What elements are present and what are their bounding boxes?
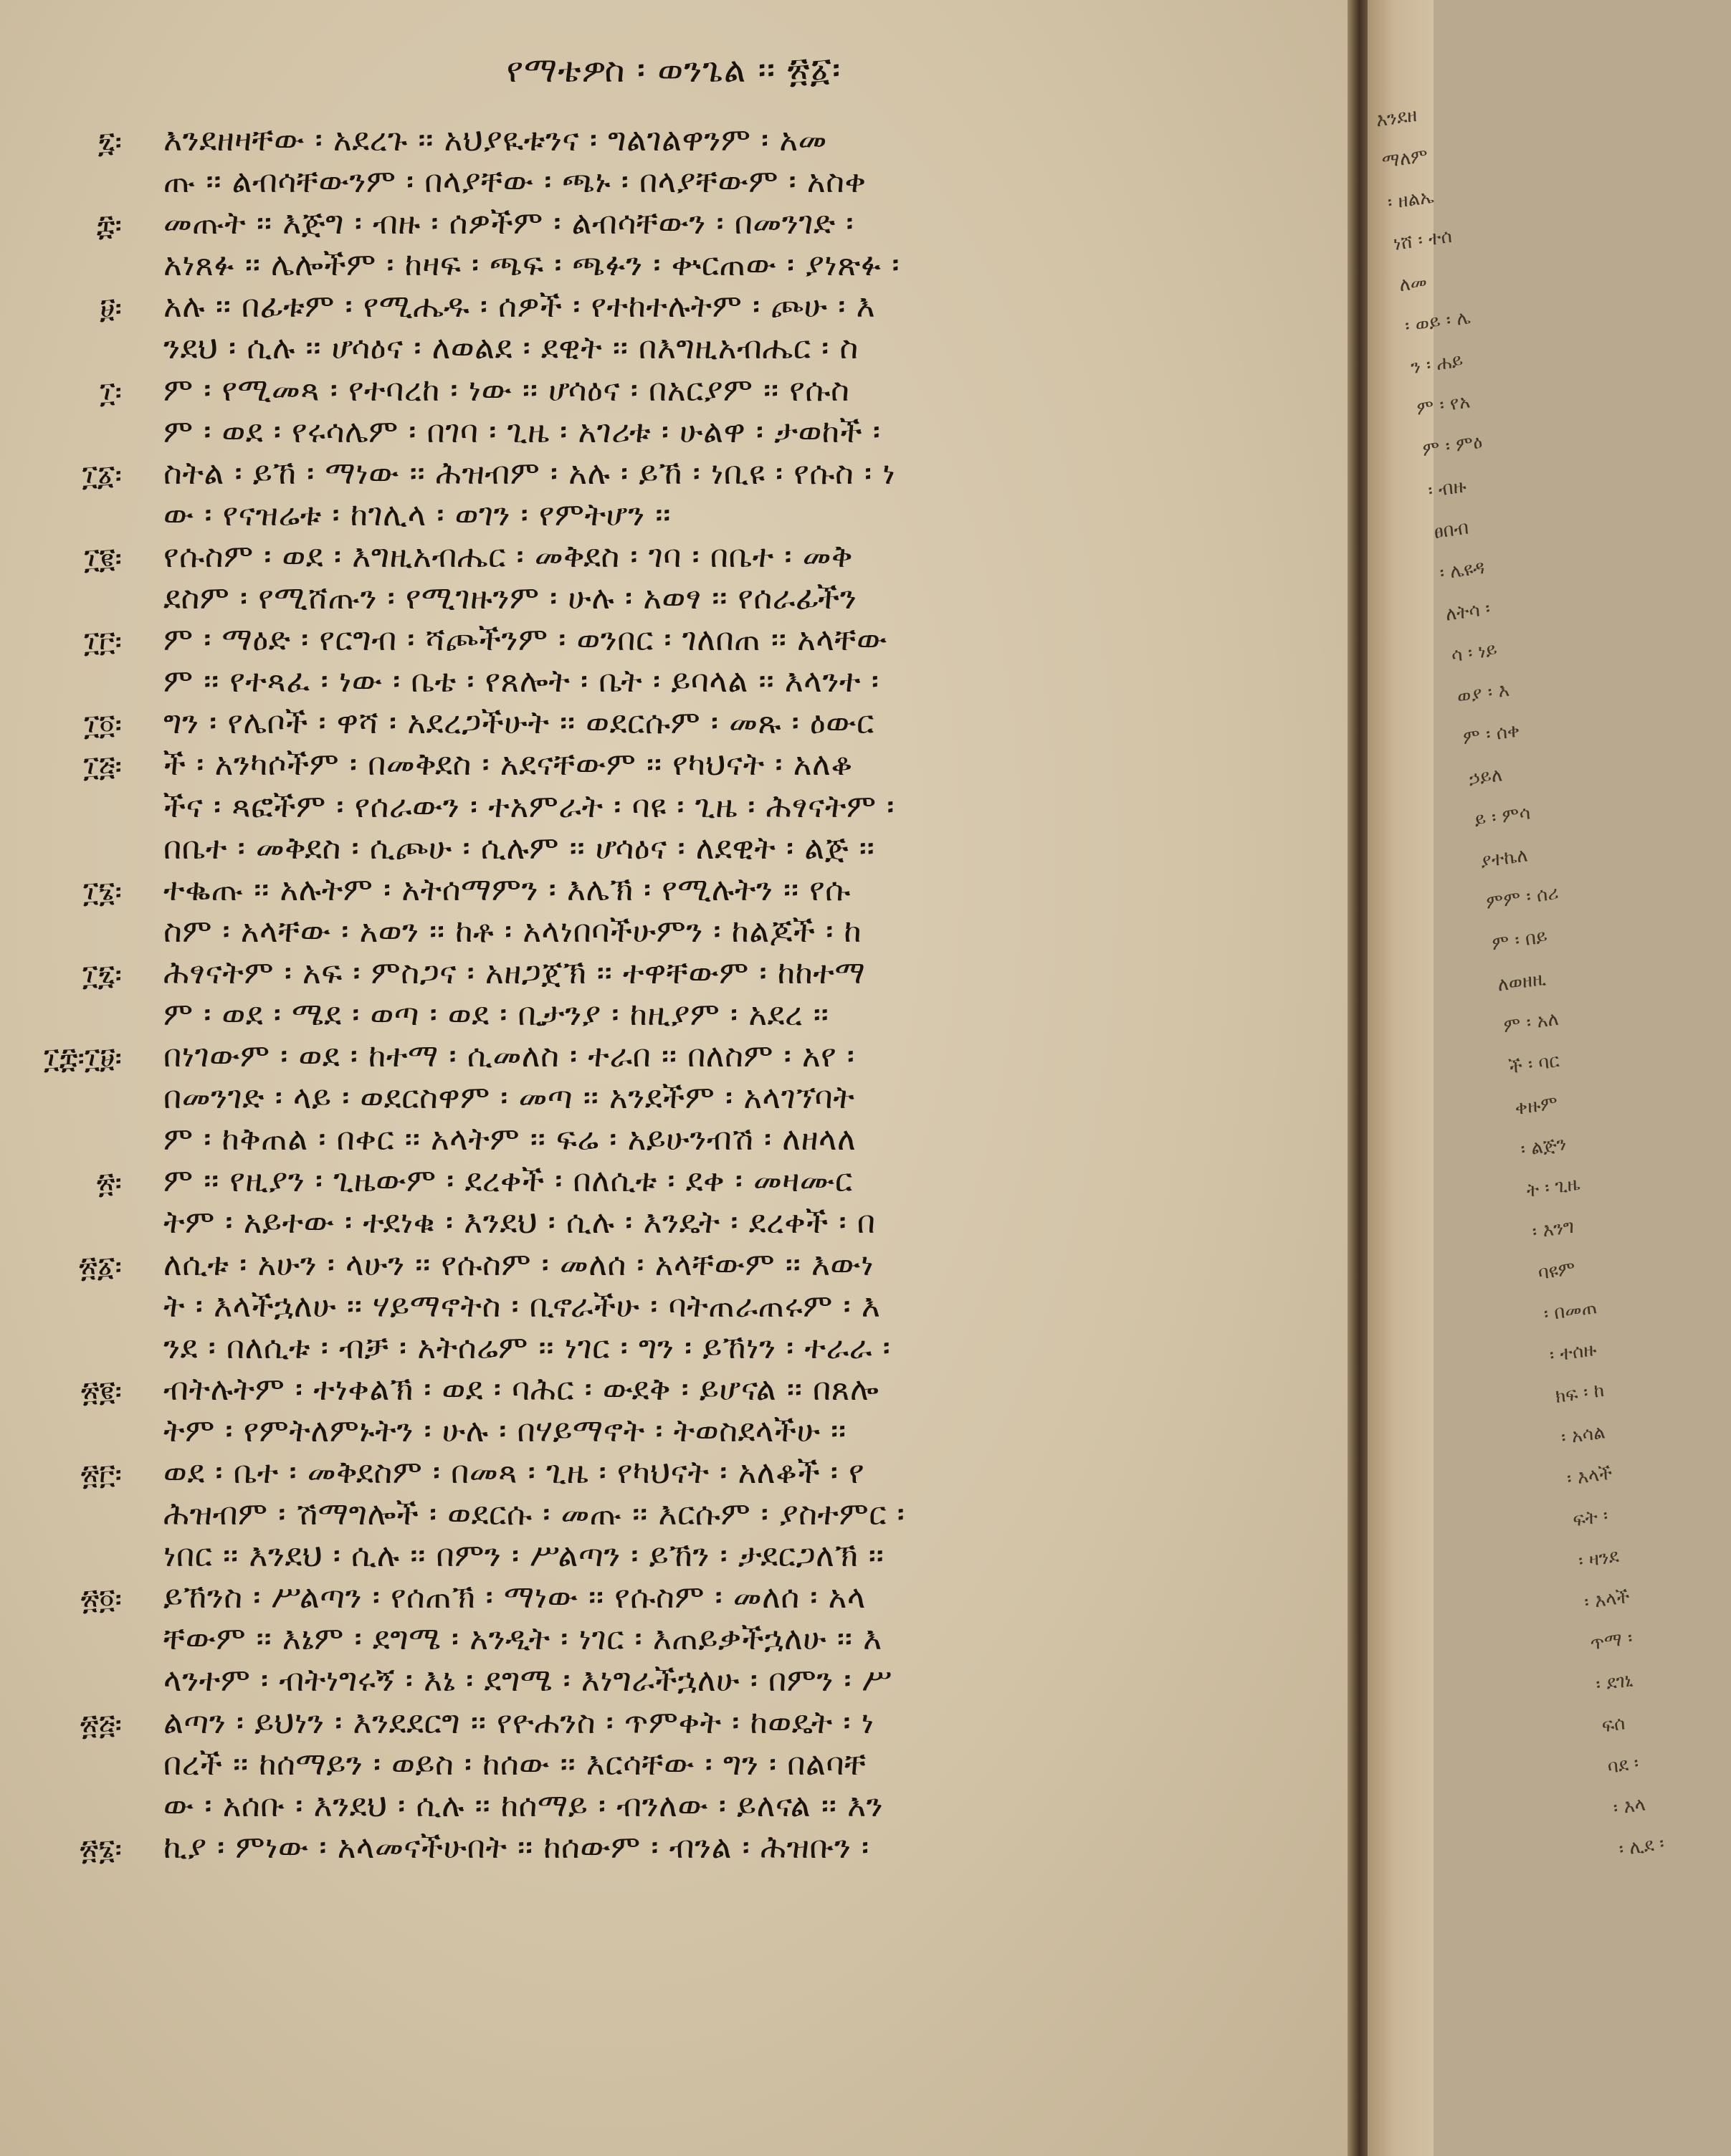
facing-page-fragment: ለመ (1398, 271, 1429, 297)
facing-page-fragment: ነሸ ፡ ተሰ (1392, 225, 1454, 255)
line-text: ም ፡ ከቅጠል ፡ በቀር ፡፡ አላትም ፡፡ ፍሬ ፡ አይሁንብሽ ፡ ለዘላለ (163, 1121, 857, 1158)
text-line (0, 578, 1348, 620)
line-text: ትም ፡ አይተው ፡ ተደነቁ ፡ እንደህ ፡ ሲሉ ፡ እንዴት ፡ ደረቀች ፡ በ (163, 1204, 876, 1241)
facing-page-fragment: ፡ እንግ (1530, 1216, 1575, 1244)
facing-page-fragment: ች ፡ ባር (1507, 1050, 1561, 1079)
page-header: የማቴዎስ ፡ ወንጌል ፡፡ ፳፩፡ (506, 50, 841, 90)
facing-page-fragment: ፡ እላ (1611, 1793, 1647, 1820)
text-line (0, 204, 1348, 245)
text-line (0, 1120, 1348, 1161)
verse-number: ፳፫፡ (80, 1459, 122, 1492)
line-text: ው ፡ አሰቡ ፡ እንደህ ፡ ሲሉ ፡፡ ከሰማይ ፡ ብንለው ፡ ይለናል ፡፡ እን (163, 1787, 884, 1824)
verse-number: ፲፩፡ (82, 459, 122, 492)
facing-page-fragment: ጥማ ፡ (1588, 1627, 1634, 1655)
facing-page-fragment: ባዩም (1536, 1257, 1577, 1284)
text-line (0, 495, 1348, 537)
text-line (0, 1078, 1348, 1120)
verse-number: ፳፭፡ (80, 1708, 122, 1742)
line-text: ም ፡ ወደ ፡ የሩሳሌም ፡ በገባ ፡ ጊዜ ፡ አገሪቱ ፡ ሁልዋ ፡ ታወከች ፡ (163, 413, 881, 450)
facing-page-fragment: ለወዘዚ (1496, 968, 1548, 996)
line-text: ት ፡ እላችኋለሁ ፡፡ ሃይማኖትስ ፡ ቢኖራችሁ ፡ ባትጠራጠሩም ፡ እ (163, 1287, 881, 1325)
facing-page-fragment: እንደዘ (1374, 104, 1418, 132)
line-text: ወደ ፡ ቤተ ፡ መቅደስም ፡ በመጻ ፡ ጊዜ ፡ የካህናት ፡ አለቆች ፡ የ (163, 1454, 865, 1491)
verse-number: ፳፮፡ (80, 1833, 122, 1866)
line-text: ስም ፡ አላቸው ፡ አወን ፡፡ ከቶ ፡ አላነበባችሁምን ፡ ከልጆች ፡ ከ (163, 912, 862, 950)
facing-page-fragment: ፍት ፡ (1571, 1504, 1610, 1532)
facing-page-fragment: ፡ ዘልኤ (1386, 186, 1436, 214)
verse-lines (0, 120, 1348, 1869)
text-line (0, 454, 1348, 495)
facing-page-fragment: ፡ አሳል (1560, 1421, 1607, 1449)
line-text: ላንተም ፡ ብትነግሩኝ ፡ እኔ ፡ ደግሜ ፡ እነግራችኋለሁ ፡ በምን ፡ ሥ (163, 1662, 892, 1699)
line-text: ንደ ፡ በለሲቱ ፡ ብቻ ፡ አትሰሬም ፡፡ ነገር ፡ ግን ፡ ይኸነን ፡ ተራራ ፡ (163, 1329, 891, 1366)
line-text: እንደዘዛቸው ፡ አደረጉ ፡፡ አህያዪቱንና ፡ ግልገልዋንም ፡ አመ (163, 122, 827, 158)
line-text: ግን ፡ የሌቦች ፡ ዋሻ ፡ አደረጋችሁት ፡፡ ወደርሱም ፡ መጹ ፡ ዕውር (163, 705, 874, 742)
line-text: ው ፡ የናዝሬቱ ፡ ከገሊላ ፡ ወገን ፡ የምትሆን ፡፡ (163, 496, 671, 533)
verse-number: ፲፡ (100, 376, 122, 409)
facing-page-fragment: ም ፡ አለ (1502, 1008, 1560, 1038)
text-line (0, 245, 1348, 287)
line-text: ነበር ፡፡ እንደህ ፡ ሲሉ ፡፡ በምን ፡ ሥልጣን ፡ ይኸን ፡ ታደርጋለኽ ፡፡ (163, 1537, 884, 1575)
text-line (0, 1703, 1348, 1745)
text-line (0, 1536, 1348, 1578)
text-line (0, 995, 1348, 1036)
line-text: ለሲቱ ፡ አሁን ፡ ላሁን ፡፡ የሱስም ፡ መለሰ ፡ አላቸውም ፡፡ እውነ (163, 1246, 874, 1283)
verse-number: ፳፡ (96, 1167, 122, 1201)
text-line (0, 1036, 1348, 1078)
facing-page-fragment: ፡ በመጠ (1542, 1297, 1598, 1326)
line-text: ተቈጡ ፡፡ አሉትም ፡ አትሰማምን ፡ እሌኽ ፡ የሚሉትን ፡፡ የሱ (163, 871, 851, 908)
line-text: በመንገድ ፡ ላይ ፡ ወደርስዋም ፡ መጣ ፡፡ አንደችም ፡ አላገኘባት (163, 1079, 855, 1117)
text-line (0, 1745, 1348, 1786)
line-text: ም ፡ ወደ ፡ ሜደ ፡ ወጣ ፡ ወደ ፡ ቢታንያ ፡ ከዚያም ፡ አደረ ፡፡ (163, 996, 829, 1033)
line-text: ይኸንስ ፡ ሥልጣን ፡ የሰጠኽ ፡ ማነው ፡፡ የሱስም ፡ መለሰ ፡ አላ (163, 1579, 866, 1616)
facing-page-fragment: ፡ እላች (1565, 1462, 1614, 1490)
text-line (0, 537, 1348, 578)
facing-page-fragment: ፍሰ (1600, 1712, 1627, 1737)
line-text: አሉ ፡፡ በፊቱም ፡ የሚሔዱ ፡ ሰዎች ፡ የተከተሉትም ፡ ጮሁ ፡ እ (163, 288, 876, 325)
facing-page-fragment: ፡ እላች (1583, 1585, 1631, 1614)
facing-page-fragment: ም ፡ በይ (1490, 925, 1549, 955)
line-text: ችና ፡ ጻፎችም ፡ የሰራውን ፡ ተአምራት ፡ ባዩ ፡ ጊዜ ፡ ሕፃናትም ፡ (163, 788, 895, 825)
text-line (0, 787, 1348, 829)
line-text: ጡ ፡፡ ልብሳቸውንም ፡ በላያቸው ፡ ጫኑ ፡ በላያቸውም ፡ አስቀ (163, 163, 867, 201)
text-line (0, 1786, 1348, 1828)
facing-page-fragment: ም ፡ ሰቀ (1461, 720, 1522, 750)
text-line (0, 1578, 1348, 1619)
text-line (0, 328, 1348, 370)
text-line (0, 287, 1348, 328)
text-line (0, 1161, 1348, 1203)
text-line (0, 1411, 1348, 1453)
facing-page-fragment: ፡ ዛንደ (1577, 1545, 1621, 1573)
verse-number: ፳፪፡ (80, 1375, 122, 1408)
line-text: ቸውም ፡፡ እኔም ፡ ደግሜ ፡ አንዲት ፡ ነገር ፡ እጠይቃችኋለሁ ፡፡ እ (163, 1621, 882, 1658)
text-line (0, 953, 1348, 995)
text-line (0, 120, 1348, 162)
facing-page-fragment: ይ ፡ ምሳ (1473, 802, 1532, 831)
facing-page-fragment: ፡ ሊደ ፡ (1617, 1833, 1666, 1861)
text-line (0, 1203, 1348, 1244)
text-line (0, 620, 1348, 662)
facing-page-fragment: ፡ ሌዩዳ (1438, 556, 1487, 585)
line-text: ም ፡፡ የተጻፈ ፡ ነው ፡ ቤቴ ፡ የጸሎት ፡ ቤት ፡ ይባላል ፡፡ እላንተ ፡ (163, 663, 879, 700)
line-text: የሱስም ፡ ወደ ፡ እግዚአብሔር ፡ መቅደስ ፡ ገባ ፡ በቤተ ፡ መቅ (163, 538, 854, 575)
facing-page-fragment: ማለም (1380, 145, 1430, 173)
text-line (0, 1245, 1348, 1287)
text-line (0, 1287, 1348, 1328)
line-text: ም ፡፡ የዚያን ፡ ጊዜውም ፡ ደረቀች ፡ በለሲቱ ፡ ደቀ ፡ መዛሙር (163, 1163, 853, 1200)
line-text: ልጣን ፡ ይህነን ፡ እንደደርግ ፡፡ የዮሐንስ ፡ ጥምቀት ፡ ከወዴት ፡ ነ (163, 1704, 874, 1741)
facing-page-fragment: ወያ ፡ እ (1455, 679, 1511, 708)
text-line (0, 371, 1348, 412)
line-text: በቤተ ፡ መቅደስ ፡ ሲጮሁ ፡ ሲሉም ፡፡ ሆሳዕና ፡ ለደዊት ፡ ልጅ ፡፡ (163, 829, 875, 867)
text-line (0, 1828, 1348, 1869)
line-text: ብትሉትም ፡ ተነቀልኽ ፡ ወደ ፡ ባሕር ፡ ውደቅ ፡ ይሆናል ፡፡ በጸሎ (163, 1370, 879, 1408)
line-text: ች ፡ አንካሶችም ፡ በመቅደስ ፡ አደናቸውም ፡፡ የካህናት ፡ አለቆ (163, 746, 853, 783)
text-line (0, 1494, 1348, 1536)
facing-page-fragment: ፀበብ (1432, 517, 1470, 543)
line-text: በረች ፡፡ ከሰማይን ፡ ወይስ ፡ ከሰው ፡፡ እርሳቸው ፡ ግን ፡ በልባቸ (163, 1745, 867, 1783)
facing-page-fragment: ፡ ብዙ (1426, 475, 1468, 502)
verse-number: ፯፡ (97, 126, 122, 159)
verse-number: ፰፡ (96, 209, 122, 243)
facing-page-fragment: ን ፡ ሐይ (1409, 350, 1465, 379)
facing-page-fragment: ፡ ደገኒ (1594, 1669, 1634, 1697)
verse-number: ፲፭፡ (83, 750, 122, 784)
text-line (0, 1370, 1348, 1411)
line-text: መጡት ፡፡ እጅግ ፡ ብዙ ፡ ሰዎችም ፡ ልብሳቸውን ፡ በመንገድ ፡ (163, 205, 854, 242)
facing-page-fragment: ም ፡ ምዕ (1421, 431, 1484, 462)
facing-page-fragment: ለትሳ ፡ (1444, 598, 1492, 626)
text-line (0, 829, 1348, 870)
line-text: ም ፡ ማዕድ ፡ የርግብ ፡ ሻጮችንም ፡ ወንበር ፡ ገለበጠ ፡፡ አላቸው (163, 621, 887, 659)
verse-number: ፳፬፡ (80, 1583, 122, 1617)
book-gutter (1348, 0, 1368, 2156)
facing-page-fragment: ት ፡ ጊዜ (1525, 1173, 1581, 1202)
facing-page-fragment: ባደ ፡ (1606, 1752, 1641, 1778)
facing-page-fragment: ፡ ወይ ፡ ሌ (1403, 307, 1472, 338)
line-text: አነጸፉ ፡፡ ሌሎችም ፡ ከዛፍ ፡ ጫፍ ፡ ጫፉን ፡ ቍርጠው ፡ ያነጽፉ ፡ (163, 247, 900, 284)
facing-page-fragment: ቀዙም (1513, 1092, 1560, 1120)
text-line (0, 412, 1348, 454)
text-line (0, 912, 1348, 953)
verse-number: ፲፫፡ (84, 626, 122, 659)
line-text: በነገውም ፡ ወደ ፡ ከተማ ፡ ሲመለስ ፡ ተራበ ፡፡ በለስም ፡ አየ ፡ (163, 1038, 855, 1075)
text-line (0, 662, 1348, 703)
line-text: ደስም ፡ የሚሸጡን ፡ የሚገዙንም ፡ ሁሉ ፡ አወፃ ፡፡ የሰራፊችን (163, 580, 857, 617)
facing-page-fragment: ፡ ልጅን (1519, 1132, 1568, 1161)
facing-page-fragment: ሳ ፡ ነይ (1449, 639, 1499, 667)
text-line (0, 870, 1348, 912)
facing-page-fragment: ም ፡ የአ (1415, 391, 1472, 420)
verse-number: ፲፰፡፲፱፡ (44, 1042, 122, 1076)
verse-number: ፲፯፡ (82, 958, 122, 992)
facing-page-fragment: ክፍ ፡ ከ (1554, 1379, 1606, 1408)
line-text: ም ፡ የሚመጻ ፡ የተባረከ ፡ ነው ፡፡ ሆሳዕና ፡ በአርያም ፡፡ የሱስ (163, 371, 850, 409)
line-text: ትም ፡ የምትለምኑትን ፡ ሁሉ ፡ በሃይማኖት ፡ ትወስደላችሁ ፡፡ (163, 1412, 847, 1449)
text-line (0, 162, 1348, 204)
line-text: ስትል ፡ ይኸ ፡ ማነው ፡፡ ሕዝብም ፡ አሉ ፡ ይኸ ፡ ነቢዩ ፡ የሱስ ፡ ነ (163, 454, 896, 492)
text-line (0, 745, 1348, 786)
text-line (0, 703, 1348, 745)
facing-page-fragment: ፡ ተሰዙ (1548, 1338, 1598, 1367)
line-text: ንደህ ፡ ሲሉ ፡፡ ሆሳዕና ፡ ለወልደ ፡ ደዊት ፡፡ በእግዚአብሔር ፡ ስ (163, 330, 859, 367)
text-line (0, 1453, 1348, 1494)
facing-page-fragment: ያተኬለ (1479, 844, 1530, 873)
verse-number: ፲፬፡ (84, 709, 122, 743)
facing-page-fragment: ኃይለ (1467, 764, 1504, 791)
text-line (0, 1328, 1348, 1370)
line-text: ሕዝብም ፡ ሽማግሎች ፡ ወደርሱ ፡ መጡ ፡፡ እርሱም ፡ ያስተምር ፡ (163, 1496, 905, 1533)
verse-number: ፲፮፡ (82, 875, 122, 909)
line-text: ኪያ ፡ ምነው ፡ አላመናችሁበት ፡፡ ከሰውም ፡ ብንል ፡ ሕዝቡን ፡ (163, 1828, 869, 1866)
verse-number: ፲፪፡ (84, 542, 122, 576)
text-line (0, 1661, 1348, 1702)
verse-number: ፳፩፡ (79, 1250, 122, 1284)
facing-page-fragment: ምም ፡ ሰሪ (1484, 882, 1560, 914)
text-line (0, 1619, 1348, 1661)
verse-number: ፱፡ (100, 292, 122, 326)
line-text: ሕፃናትም ፡ አፍ ፡ ምስጋና ፡ አዘጋጀኽ ፡፡ ተዋቸውም ፡ ከከተማ (163, 954, 866, 991)
